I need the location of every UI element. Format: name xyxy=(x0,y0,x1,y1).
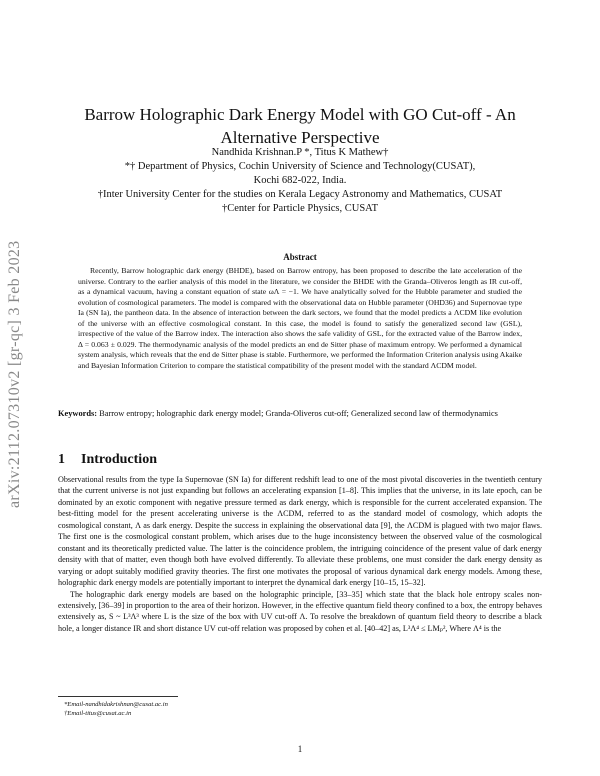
affiliation-2: Kochi 682-022, India. xyxy=(253,175,347,186)
author-list: Nandhida Krishnan.P *, Titus K Mathew† xyxy=(211,147,389,158)
section-body xyxy=(58,474,542,634)
paragraph: Observational results from the type Ia Supernovae (SN Ia) for different redshift lead to one of the most pivotal discoveries in the twentieth century that the current universe is not just expanding but follows an accelerating expansion [1–8]. This implies that the universe, in its late epoch, can be dominated by an exotic component with negative pressure termed as dark energy, which is responsible for the current accelerated expansion. The best-fitting model for the present accelerating universe is the ΛCDM, referred to as the standard model of cosmology, which adopts the cosmological constant, Λ as dark energy. Despite the success in explaining the observational data [9], the ΛCDM is plagued with two major flaws. The first one is the cosmological constant problem, which arises due to the huge inconsistency between the observed value of the cosmological constant and its theoretically predicted value. The latter is the coincidence problem, the intriguing coincidence of the present value of dark energy density with that of matter, even though both have evolved differently. To alleviate these problems, one must consider the dark energy density as varying or adopt suitably modified gravity theories. The first one motivates the proposal of various dynamical dark energy models. Among these, holographic dark energy models are potentially important to interpret the dynamical dark energy [10–15, 15–32]. xyxy=(58,475,542,588)
paper-title: Barrow Holographic Dark Energy Model with GO Cut-off - An Alternative Perspective xyxy=(84,105,516,148)
abstract-text: Recently, Barrow holographic dark energy (BHDE), based on Barrow entropy, has been proposed to describe the late acceleration of the universe. Contrary to the earlier analysis of this model in the literature, we consider the BHDE with the Granda–Oliveros length as IR cut-off, as a dynamical vacuum, having a constant equation of state ωΛ = −1. We have analytically solved for the Hubble parameter and studied the evolution of cosmological parameters. The model is compared with the observational data on Hubble parameter (OHD36) and Supernovae type Ia (SN Ia), the pantheon data. In the absence of interaction between the dark sectors, we found that the model predicts a ΛCDM like evolution of the universe with an effective cosmological constant. In this case, the model is found to satisfy the generalized second law (GSL), irrespective of the value of the Barrow index. The interaction also shows the safe validity of GSL, for the extracted value of the Barrow index, Δ = 0.063 ± 0.029. The thermodynamic analysis of the model predicts an end de Sitter phase of maximum entropy. We performed a dynamical system analysis, which reveals that the end de Sitter phase is stable. Furthermore, we performed the Information Criterion analysis using Akaike and Bayesian Information Criterion to compare the statistical compatibility of the present model with the standard ΛCDM model. xyxy=(78,266,522,370)
abstract-heading: Abstract xyxy=(283,252,317,262)
footnote-email-1: *Email-nandhidakrishnan@cusat.ac.in xyxy=(64,701,168,708)
affiliation-1: *† Department of Physics, Cochin University of Science and Technology(CUSAT), xyxy=(124,161,476,172)
arxiv-identifier: arXiv:2112.07310v2 [gr-qc] 3 Feb 2023 xyxy=(6,240,23,508)
section-number: 1 xyxy=(58,452,65,467)
footnote-rule xyxy=(58,696,178,697)
paragraph: The holographic dark energy models are based on the holographic principle, [33–35] which state that the black hole entropy scales non-extensively, [36–39] in proportion to the area of their horizon. However, in the effective quantum field theory confined to a box, the entropy behaves extensively as, S ~ L³Λ³ where L is the size of the box with UV cut-off Λ. To resolve the breakdown of quantum field theory to describe a black hole, a longer distance IR and short distance UV cut-off relation was proposed by cohen et al. [40–42] as, L³Λ⁴ ≤ LMₚ², Where Λ⁴ is the xyxy=(58,589,542,633)
footnote-email-2: †Email-titus@cusat.ac.in xyxy=(64,710,132,717)
affiliation-4: †Center for Particle Physics, CUSAT xyxy=(221,203,379,214)
keywords-text: Barrow entropy; holographic dark energy model; Granda-Oliveros cut-off; Generalized second law of thermodynamics xyxy=(97,409,498,418)
page-number: 1 xyxy=(297,744,303,754)
keywords xyxy=(58,408,542,420)
section-heading xyxy=(58,452,173,468)
section-title: Introduction xyxy=(81,452,157,467)
keywords-label: Keywords: xyxy=(58,409,98,418)
affiliation-3: †Inter University Center for the studies on Kerala Legacy Astronomy and Mathematics, CUSAT xyxy=(97,189,503,200)
